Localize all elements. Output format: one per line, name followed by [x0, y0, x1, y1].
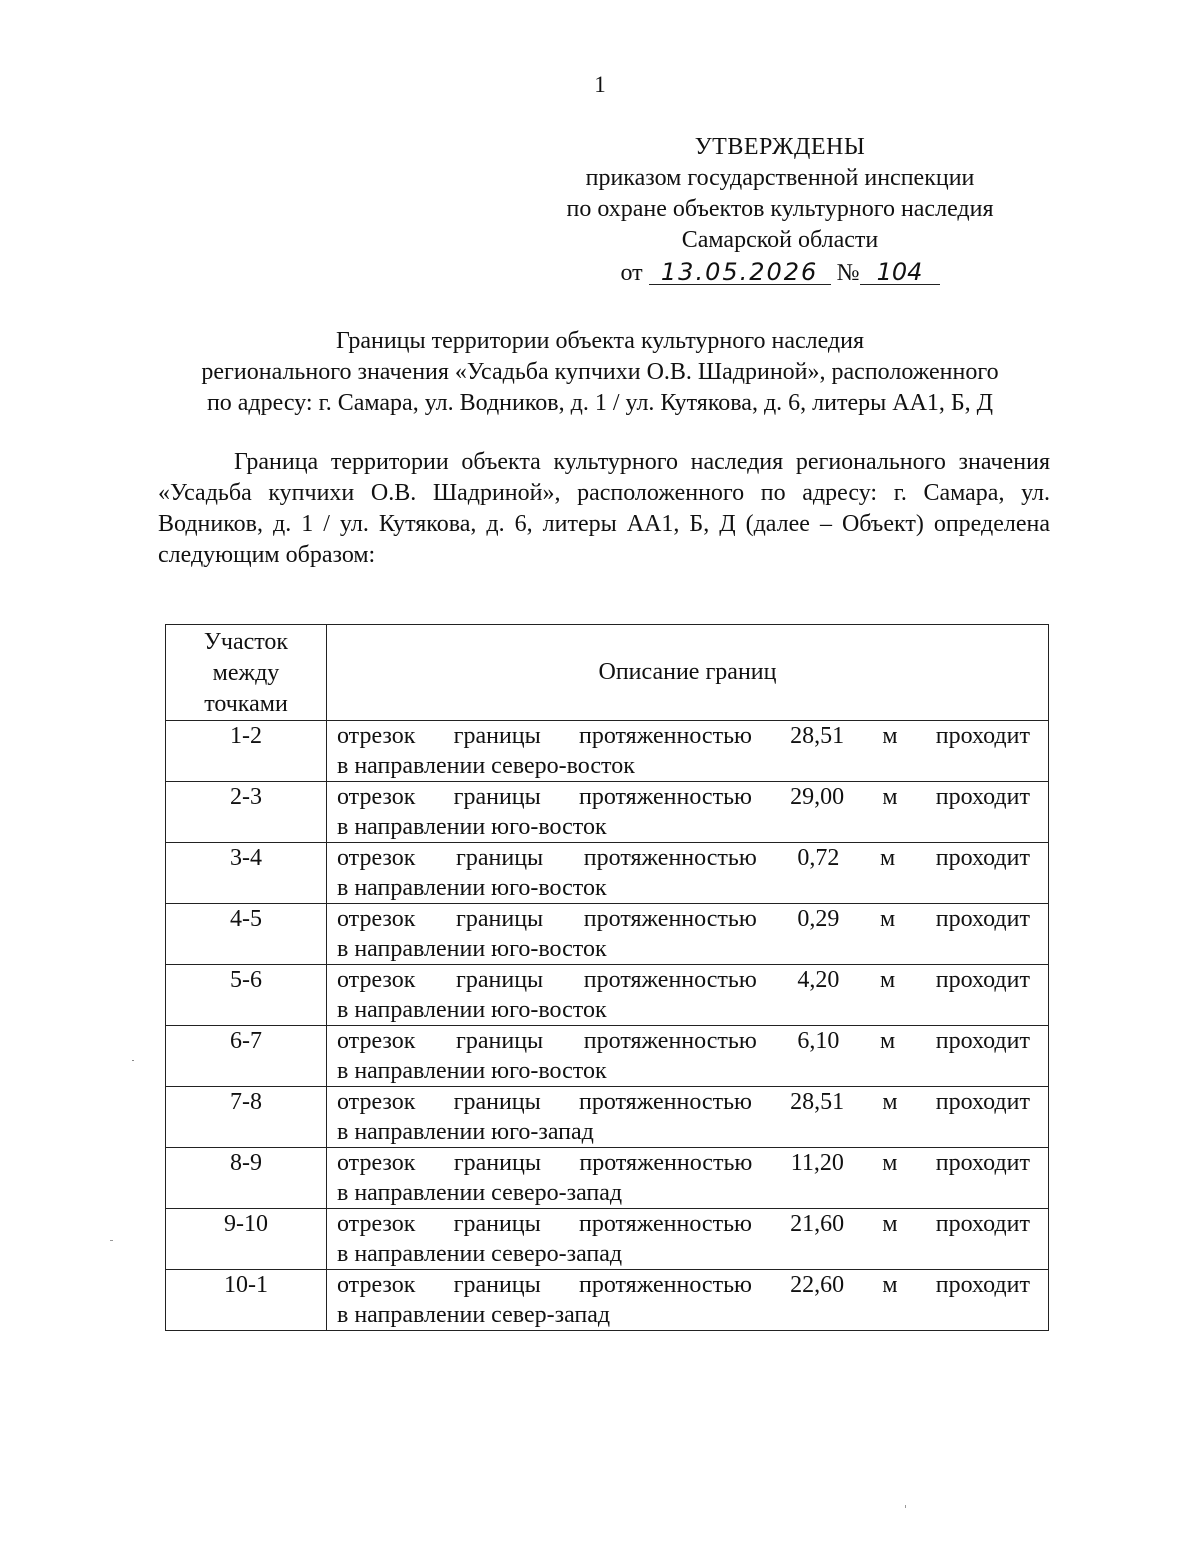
description-cell — [327, 1148, 1049, 1209]
desc-word: отрезок — [337, 1089, 416, 1115]
length-unit: м — [879, 906, 896, 932]
table-row — [166, 1026, 1049, 1087]
desc-word: границы — [456, 906, 544, 932]
length-value: 28,51 — [790, 723, 845, 749]
length-value: 28,51 — [790, 1089, 845, 1115]
desc-word: протяженностью — [583, 1028, 757, 1054]
desc-word: протяженностью — [578, 1211, 752, 1237]
desc-word: границы — [453, 784, 541, 810]
desc-word: протяженностью — [578, 784, 752, 810]
desc-word: протяженностью — [583, 906, 757, 932]
description-cell — [327, 1270, 1049, 1331]
desc-word: границы — [453, 1150, 541, 1176]
desc-word: границы — [453, 1272, 541, 1298]
table-row — [166, 1209, 1049, 1270]
title-line: Границы территории объекта культурного наследия — [335, 328, 865, 354]
approval-line: Самарской области — [681, 227, 879, 253]
scan-speck — [110, 1240, 113, 1241]
length-unit: м — [879, 1028, 896, 1054]
length-unit: м — [882, 1089, 898, 1115]
length-value: 0,72 — [797, 845, 840, 871]
approval-heading: УТВЕРЖДЕНЫ — [694, 134, 866, 160]
date-prefix: от — [620, 260, 643, 286]
desc-word: отрезок — [337, 967, 416, 993]
desc-word: проходит — [935, 723, 1030, 749]
segment-cell: 2-3 — [166, 782, 327, 843]
desc-word: границы — [453, 1211, 541, 1237]
desc-word: протяженностью — [578, 1089, 752, 1115]
table-header-row — [166, 625, 1049, 721]
desc-word: протяженностью — [583, 845, 757, 871]
segment-cell: 3-4 — [166, 843, 327, 904]
desc-word: отрезок — [337, 1028, 416, 1054]
desc-word: отрезок — [337, 845, 416, 871]
desc-word: проходит — [935, 967, 1030, 993]
table-row — [166, 721, 1049, 782]
desc-word: проходит — [935, 845, 1030, 871]
length-value: 11,20 — [790, 1150, 844, 1176]
title-line: регионального значения «Усадьба купчихи О.В. Шадриной», расположенного — [201, 359, 999, 385]
length-unit: м — [882, 1211, 898, 1237]
table-row — [166, 1148, 1049, 1209]
desc-word: проходит — [935, 1028, 1030, 1054]
desc-word: проходит — [935, 784, 1030, 810]
length-value: 4,20 — [797, 967, 840, 993]
desc-word: проходит — [935, 906, 1030, 932]
length-value: 29,00 — [790, 784, 845, 810]
table-row — [166, 1270, 1049, 1331]
approval-line: по охране объектов культурного наследия — [566, 196, 994, 222]
desc-word: границы — [453, 1089, 541, 1115]
boundaries-table — [165, 624, 1049, 1331]
desc-word: отрезок — [337, 1272, 416, 1298]
desc-word: отрезок — [337, 723, 416, 749]
segment-cell: 6-7 — [166, 1026, 327, 1087]
desc-word: границы — [456, 1028, 544, 1054]
approval-block — [520, 132, 1040, 289]
description-cell — [327, 904, 1049, 965]
handwritten-date: 13.05.2026 — [649, 260, 831, 285]
direction-text: в направлении север-запад — [337, 1302, 611, 1328]
desc-word: границы — [453, 723, 541, 749]
desc-word: отрезок — [337, 906, 416, 932]
description-cell — [327, 1209, 1049, 1270]
segment-cell: 4-5 — [166, 904, 327, 965]
description-cell — [327, 965, 1049, 1026]
scan-speck — [905, 1505, 906, 1508]
handwritten-number: 104 — [860, 260, 940, 285]
desc-word: отрезок — [337, 1150, 416, 1176]
scan-speck — [132, 1060, 134, 1061]
approval-date-line — [520, 258, 1040, 289]
description-cell — [327, 721, 1049, 782]
table-row — [166, 843, 1049, 904]
description-cell — [327, 1026, 1049, 1087]
length-unit: м — [879, 967, 896, 993]
number-prefix: № — [836, 260, 860, 286]
direction-text: в направлении северо-восток — [337, 753, 635, 779]
segment-cell: 7-8 — [166, 1087, 327, 1148]
approval-line: приказом государственной инспекции — [585, 165, 975, 191]
direction-text: в направлении юго-восток — [337, 1058, 607, 1084]
desc-word: отрезок — [337, 1211, 416, 1237]
segment-cell: 5-6 — [166, 965, 327, 1026]
desc-word: проходит — [935, 1211, 1030, 1237]
table-row — [166, 1087, 1049, 1148]
desc-word: границы — [456, 845, 544, 871]
length-unit: м — [882, 1272, 898, 1298]
length-unit: м — [879, 845, 896, 871]
segment-cell: 1-2 — [166, 721, 327, 782]
table-row — [166, 965, 1049, 1026]
length-value: 6,10 — [797, 1028, 840, 1054]
segment-header: Участок между точками — [166, 625, 327, 721]
segment-cell: 8-9 — [166, 1148, 327, 1209]
length-unit: м — [882, 784, 898, 810]
direction-text: в направлении юго-восток — [337, 997, 607, 1023]
length-unit: м — [882, 723, 898, 749]
table-row — [166, 782, 1049, 843]
description-cell — [327, 843, 1049, 904]
direction-text: в направлении юго-восток — [337, 936, 607, 962]
direction-text: в направлении юго-запад — [337, 1119, 594, 1145]
length-value: 22,60 — [790, 1272, 845, 1298]
direction-text: в направлении северо-запад — [337, 1241, 623, 1267]
direction-text: в направлении юго-восток — [337, 814, 607, 840]
description-header: Описание границ — [327, 625, 1049, 721]
desc-word: проходит — [935, 1089, 1030, 1115]
segment-cell: 9-10 — [166, 1209, 327, 1270]
table-row — [166, 904, 1049, 965]
desc-word: протяженностью — [578, 1272, 752, 1298]
length-unit: м — [882, 1150, 898, 1176]
length-value: 0,29 — [797, 906, 840, 932]
desc-word: протяженностью — [583, 967, 757, 993]
desc-word: отрезок — [337, 784, 416, 810]
document-title — [0, 326, 1200, 419]
page-number: 1 — [594, 72, 606, 97]
desc-word: протяженностью — [579, 1150, 753, 1176]
description-cell — [327, 782, 1049, 843]
desc-word: проходит — [935, 1150, 1030, 1176]
desc-word: протяженностью — [578, 723, 752, 749]
title-line: по адресу: г. Самара, ул. Водников, д. 1 / ул. Кутякова, д. 6, литеры АА1, Б, Д — [206, 390, 994, 416]
desc-word: границы — [456, 967, 544, 993]
intro-paragraph: Граница территории объекта культурного наследия регионального значения «Усадьба купчихи О.В. Шадриной», расположенного по адресу: г. Самара, ул. Водников, д. 1 / ул. Кутякова, д. 6, литеры АА1, Б, Д (далее – Объект) определена следующим образом: — [158, 449, 1050, 568]
description-cell — [327, 1087, 1049, 1148]
direction-text: в направлении северо-запад — [337, 1180, 623, 1206]
direction-text: в направлении юго-восток — [337, 875, 607, 901]
desc-word: проходит — [935, 1272, 1030, 1298]
length-value: 21,60 — [790, 1211, 845, 1237]
segment-cell: 10-1 — [166, 1270, 327, 1331]
